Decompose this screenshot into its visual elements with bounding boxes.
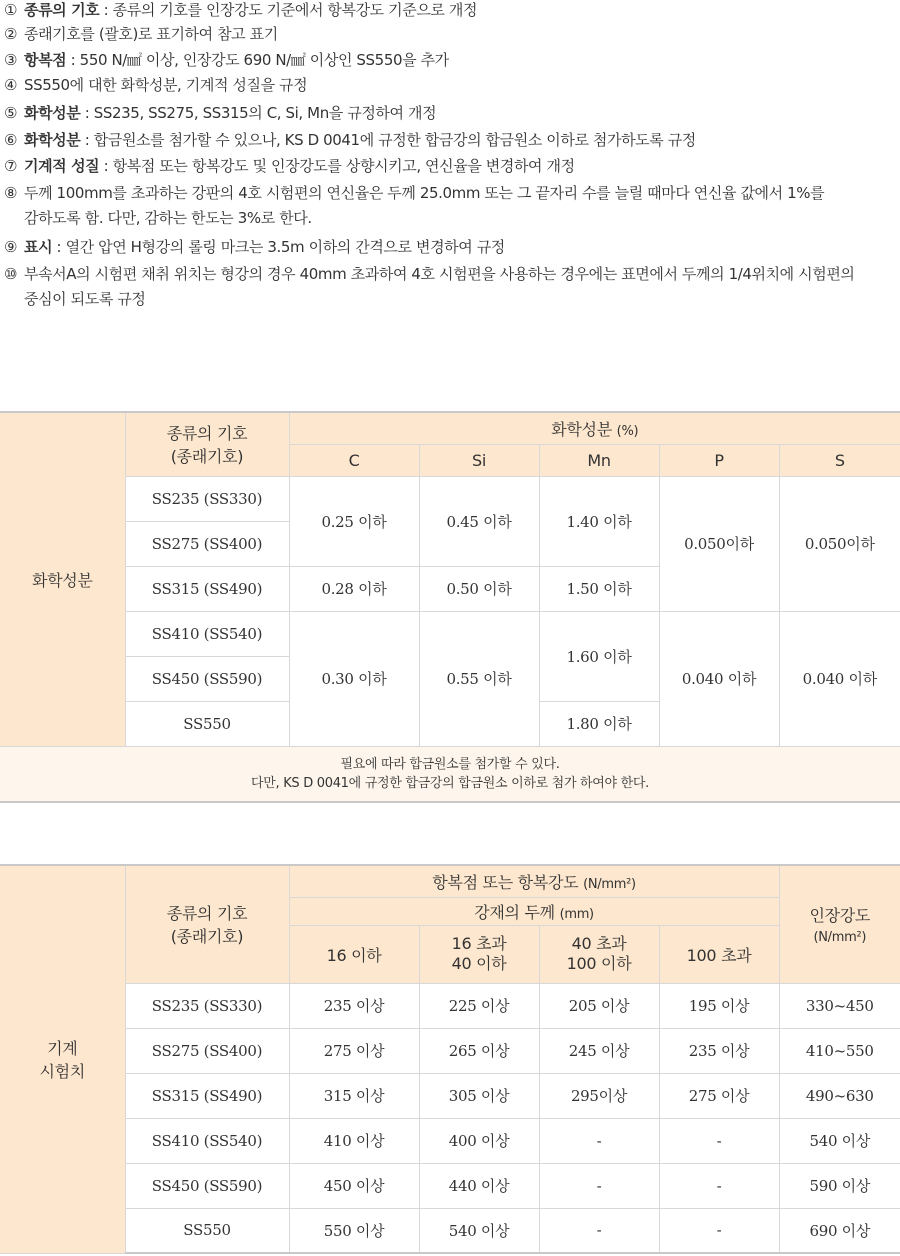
note-keyword: 기계적 성질 — [24, 157, 100, 175]
chemical-group-header — [289, 412, 900, 444]
value-cell: 690 이상 — [779, 1208, 900, 1253]
value-cell: 0.45 이하 — [419, 476, 539, 566]
thickness-col-line2: 100 이하 — [566, 954, 632, 973]
value-cell: 245 이상 — [539, 1028, 659, 1073]
note-keyword: 표시 — [24, 238, 53, 256]
value-cell: - — [659, 1163, 779, 1208]
grade-header — [125, 865, 289, 983]
grade-header-line2: (종래기호) — [170, 927, 244, 947]
value-cell: 400 이상 — [419, 1118, 539, 1163]
element-header: P — [659, 444, 779, 476]
value-cell: 275 이상 — [659, 1073, 779, 1118]
grade-cell: SS315 (SS490) — [125, 566, 289, 611]
thickness-col-header — [289, 925, 419, 983]
group-header-unit: (%) — [616, 423, 639, 439]
value-cell: 0.55 이하 — [419, 611, 539, 746]
category-cell: 화학성분 — [0, 412, 125, 746]
note-text: : 항복점 또는 항복강도 및 인장강도를 상향시키고, 연신율을 변경하여 개정 — [99, 157, 575, 175]
value-cell: 410~550 — [779, 1028, 900, 1073]
grade-cell: SS410 (SS540) — [125, 611, 289, 656]
value-cell: 1.50 이하 — [539, 566, 659, 611]
value-cell: 225 이상 — [419, 983, 539, 1028]
value-cell: 195 이상 — [659, 983, 779, 1028]
note-text: : 합금원소를 첨가할 수 있으나, KS D 0041에 규정한 합금강의 합금원소 이하로 첨가하도록 규정 — [80, 131, 696, 149]
tensile-header-label: 인장강도 — [809, 906, 871, 926]
value-cell: 0.50 이하 — [419, 566, 539, 611]
value-cell: 0.28 이하 — [289, 566, 419, 611]
thickness-col-header — [659, 925, 779, 983]
note-number: ① — [4, 1, 18, 19]
value-cell: 540 이상 — [779, 1118, 900, 1163]
grade-cell: SS235 (SS330) — [125, 476, 289, 521]
grade-header — [125, 412, 289, 476]
value-cell: 295이상 — [539, 1073, 659, 1118]
grade-header-line1: 종류의 기호 — [166, 904, 248, 924]
note-text: 종래기호를 (괄호)로 표기하여 참고 표기 — [24, 25, 278, 43]
value-cell: 550 이상 — [289, 1208, 419, 1253]
note-text: : SS235, SS275, SS315의 C, Si, Mn을 규정하여 개정 — [80, 104, 437, 122]
category-cell — [0, 865, 125, 1253]
mechanical-properties-table — [0, 864, 900, 1254]
note-keyword: 화학성분 — [24, 131, 81, 149]
note-number: ⑨ — [4, 238, 18, 256]
note-number: ⑤ — [4, 104, 18, 122]
note-text: : 550 N/㎟ 이상, 인장강도 690 N/㎟ 이상인 SS550을 추가 — [66, 51, 449, 69]
value-cell: 305 이상 — [419, 1073, 539, 1118]
value-cell: 1.60 이하 — [539, 611, 659, 701]
footnote-line2: 다만, KS D 0041에 규정한 합금강의 합금원소 이하로 첨가 하여야 한다. — [251, 775, 649, 791]
note-10 — [4, 264, 855, 309]
thickness-header — [289, 897, 779, 925]
grade-cell: SS550 — [125, 1208, 289, 1253]
value-cell: 540 이상 — [419, 1208, 539, 1253]
value-cell: - — [539, 1163, 659, 1208]
note-keyword: 화학성분 — [24, 104, 81, 122]
value-cell: 0.050이하 — [779, 476, 900, 611]
value-cell: 0.25 이하 — [289, 476, 419, 566]
value-cell: 235 이상 — [659, 1028, 779, 1073]
value-cell: 410 이상 — [289, 1118, 419, 1163]
grade-cell: SS235 (SS330) — [125, 983, 289, 1028]
grade-cell: SS450 (SS590) — [125, 656, 289, 701]
value-cell: - — [539, 1208, 659, 1253]
value-cell: 0.040 이하 — [659, 611, 779, 746]
value-cell: 450 이상 — [289, 1163, 419, 1208]
tensile-header — [779, 865, 900, 983]
note-continuation: 중심이 되도록 규정 — [24, 290, 146, 308]
value-cell: - — [659, 1208, 779, 1253]
grade-header-line2: (종래기호) — [170, 447, 244, 467]
grade-cell: SS275 (SS400) — [125, 521, 289, 566]
note-8 — [4, 183, 824, 228]
value-cell: 0.30 이하 — [289, 611, 419, 746]
element-header: C — [289, 444, 419, 476]
thickness-col-line1: 40 초과 — [571, 934, 627, 953]
tensile-header-unit: (N/mm²) — [813, 930, 867, 946]
note-keyword: 종류의 기호 — [24, 1, 100, 19]
thickness-col-header — [539, 925, 659, 983]
grade-header-line1: 종류의 기호 — [166, 424, 248, 444]
note-6 — [4, 130, 696, 150]
thickness-header-unit: (mm) — [559, 906, 594, 922]
category-line2: 시험치 — [39, 1062, 85, 1082]
group-header-label: 화학성분 — [551, 419, 612, 439]
thickness-col-line1: 16 이하 — [326, 945, 382, 965]
grade-cell: SS275 (SS400) — [125, 1028, 289, 1073]
value-cell: 265 이상 — [419, 1028, 539, 1073]
note-continuation: 감하도록 함. 다만, 감하는 한도는 3%로 한다. — [24, 209, 312, 227]
value-cell: - — [659, 1118, 779, 1163]
value-cell: 235 이상 — [289, 983, 419, 1028]
note-number: ⑥ — [4, 131, 18, 149]
value-cell: 0.040 이하 — [779, 611, 900, 746]
note-number: ⑦ — [4, 157, 18, 175]
thickness-col-line2: 40 이하 — [451, 954, 507, 973]
footnote-line1: 필요에 따라 합금원소를 첨가할 수 있다. — [340, 756, 560, 772]
thickness-col-line1: 100 초과 — [686, 945, 752, 965]
thickness-col-line1: 16 초과 — [451, 934, 507, 953]
note-7 — [4, 156, 575, 176]
grade-cell: SS450 (SS590) — [125, 1163, 289, 1208]
yield-header — [289, 865, 779, 897]
footnote-cell — [0, 746, 900, 802]
note-3 — [4, 50, 449, 70]
value-cell: 1.80 이하 — [539, 701, 659, 746]
yield-header-unit: (N/mm²) — [583, 876, 636, 892]
note-text: 두께 100mm를 초과하는 강판의 4호 시험편의 연신율은 두께 25.0mm 또는 그 끝자리 수를 늘릴 때마다 연신율 값에서 1%를 — [24, 184, 825, 202]
grade-cell: SS410 (SS540) — [125, 1118, 289, 1163]
thickness-header-label: 강재의 두께 — [474, 902, 555, 922]
chemical-composition-table — [0, 411, 900, 803]
value-cell: 275 이상 — [289, 1028, 419, 1073]
category-line1: 기계 — [47, 1039, 78, 1059]
element-header: Si — [419, 444, 539, 476]
note-text: 부속서A의 시험편 채취 위치는 형강의 경우 40mm 초과하여 4호 시험편을 사용하는 경우에는 표면에서 두께의 1/4위치에 시험편의 — [24, 265, 855, 283]
element-header: Mn — [539, 444, 659, 476]
element-header: S — [779, 444, 900, 476]
value-cell: 330~450 — [779, 983, 900, 1028]
note-4 — [4, 75, 307, 95]
note-number: ⑧ — [4, 184, 18, 202]
thickness-col-header — [419, 925, 539, 983]
note-9 — [4, 237, 505, 257]
value-cell: 1.40 이하 — [539, 476, 659, 566]
note-5 — [4, 103, 436, 123]
grade-cell: SS550 — [125, 701, 289, 746]
value-cell: - — [539, 1118, 659, 1163]
note-2 — [4, 24, 278, 44]
note-number: ③ — [4, 51, 18, 69]
value-cell: 440 이상 — [419, 1163, 539, 1208]
note-number: ② — [4, 25, 18, 43]
note-text: : 열간 압연 H형강의 롤링 마크는 3.5m 이하의 간격으로 변경하여 규정 — [52, 238, 505, 256]
yield-header-label: 항복점 또는 항복강도 — [432, 872, 579, 892]
note-text: : 종류의 기호를 인장강도 기준에서 항복강도 기준으로 개정 — [99, 1, 478, 19]
value-cell: 0.050이하 — [659, 476, 779, 611]
note-text: SS550에 대한 화학성분, 기계적 성질을 규정 — [24, 76, 308, 94]
note-number: ④ — [4, 76, 18, 94]
value-cell: 490~630 — [779, 1073, 900, 1118]
value-cell: 590 이상 — [779, 1163, 900, 1208]
value-cell: 315 이상 — [289, 1073, 419, 1118]
note-keyword: 항복점 — [24, 51, 67, 69]
grade-cell: SS315 (SS490) — [125, 1073, 289, 1118]
note-1 — [4, 0, 477, 20]
value-cell: 205 이상 — [539, 983, 659, 1028]
note-number: ⑩ — [4, 265, 18, 283]
